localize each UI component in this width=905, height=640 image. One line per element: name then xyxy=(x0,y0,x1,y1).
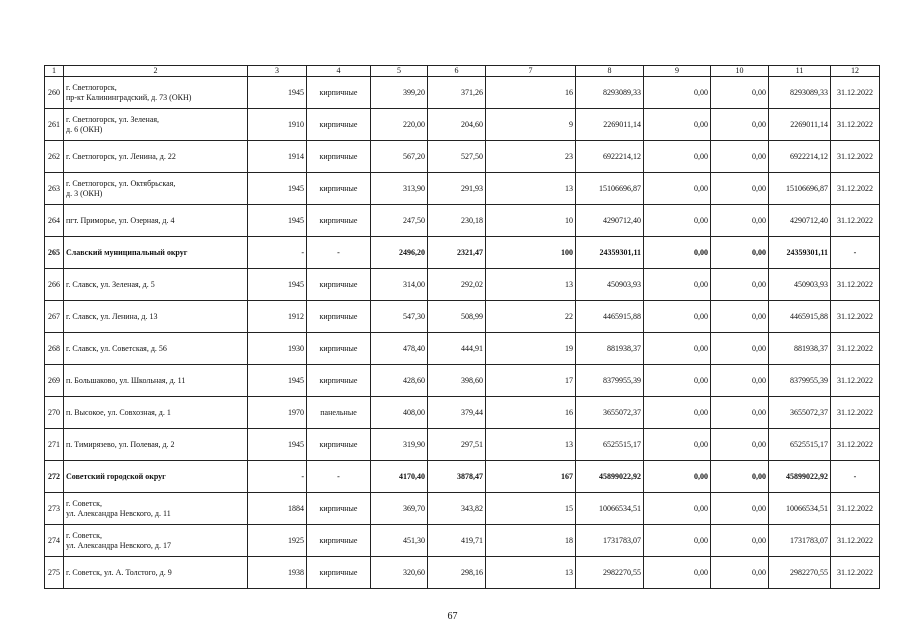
year-cell: 1884 xyxy=(248,493,307,525)
header-cell: 5 xyxy=(371,66,428,77)
year-cell: 1945 xyxy=(248,77,307,109)
year-cell: 1945 xyxy=(248,429,307,461)
wall-material-cell: кирпичные xyxy=(307,269,371,301)
area-living-cell: 527,50 xyxy=(428,141,486,173)
cost-total-cell: 4290712,40 xyxy=(576,205,644,237)
cost-fund-cell: 0,00 xyxy=(644,365,711,397)
area-total-cell: 314,00 xyxy=(371,269,428,301)
deadline-date-cell: 31.12.2022 xyxy=(831,141,880,173)
cost-owners-cell: 24359301,11 xyxy=(769,237,831,269)
area-living-cell: 204,60 xyxy=(428,109,486,141)
address-line: г. Советск, ул. А. Толстого, д. 9 xyxy=(66,567,172,577)
address-cell xyxy=(64,461,248,493)
cost-total-cell: 45899022,92 xyxy=(576,461,644,493)
area-living-cell: 398,60 xyxy=(428,365,486,397)
year-cell: 1945 xyxy=(248,365,307,397)
address-cell xyxy=(64,333,248,365)
residents-count-cell: 22 xyxy=(486,301,576,333)
address-line: ул. Александра Невского, д. 17 xyxy=(66,540,171,550)
address-cell xyxy=(64,525,248,557)
cost-budget-cell: 0,00 xyxy=(711,525,769,557)
deadline-date-cell: 31.12.2022 xyxy=(831,109,880,141)
year-cell: 1914 xyxy=(248,141,307,173)
area-living-cell: 508,99 xyxy=(428,301,486,333)
area-living-cell: 2321,47 xyxy=(428,237,486,269)
wall-material-cell: кирпичные xyxy=(307,557,371,589)
cost-total-cell: 3655072,37 xyxy=(576,397,644,429)
cost-total-cell: 1731783,07 xyxy=(576,525,644,557)
year-cell: - xyxy=(248,237,307,269)
address-line: ул. Александра Невского, д. 11 xyxy=(66,508,171,518)
area-living-cell: 298,16 xyxy=(428,557,486,589)
cost-budget-cell: 0,00 xyxy=(711,141,769,173)
header-cell: 7 xyxy=(486,66,576,77)
cost-budget-cell: 0,00 xyxy=(711,429,769,461)
address-line: п. Тимирязево, ул. Полевая, д. 2 xyxy=(66,439,175,449)
row-number-cell: 266 xyxy=(45,269,64,301)
area-total-cell: 399,20 xyxy=(371,77,428,109)
cost-owners-cell: 10066534,51 xyxy=(769,493,831,525)
area-living-cell: 371,26 xyxy=(428,77,486,109)
cost-total-cell: 881938,37 xyxy=(576,333,644,365)
cost-fund-cell: 0,00 xyxy=(644,557,711,589)
area-living-cell: 297,51 xyxy=(428,429,486,461)
residents-count-cell: 17 xyxy=(486,365,576,397)
district-subtotal-row xyxy=(45,461,880,493)
buildings-table xyxy=(44,65,880,589)
row-number-cell: 264 xyxy=(45,205,64,237)
cost-total-cell: 4465915,88 xyxy=(576,301,644,333)
cost-budget-cell: 0,00 xyxy=(711,557,769,589)
wall-material-cell: - xyxy=(307,461,371,493)
address-line: г. Светлогорск, ул. Ленина, д. 22 xyxy=(66,151,176,161)
cost-total-cell: 6922214,12 xyxy=(576,141,644,173)
wall-material-cell: кирпичные xyxy=(307,141,371,173)
cost-total-cell: 6525515,17 xyxy=(576,429,644,461)
row-number-cell: 260 xyxy=(45,77,64,109)
deadline-date-cell: 31.12.2022 xyxy=(831,205,880,237)
residents-count-cell: 16 xyxy=(486,397,576,429)
cost-total-cell: 8379955,39 xyxy=(576,365,644,397)
wall-material-cell: панельные xyxy=(307,397,371,429)
wall-material-cell: - xyxy=(307,237,371,269)
residents-count-cell: 23 xyxy=(486,141,576,173)
area-living-cell: 3878,47 xyxy=(428,461,486,493)
year-cell: 1912 xyxy=(248,301,307,333)
area-living-cell: 230,18 xyxy=(428,205,486,237)
deadline-date-cell: 31.12.2022 xyxy=(831,173,880,205)
area-living-cell: 379,44 xyxy=(428,397,486,429)
deadline-date-cell: - xyxy=(831,237,880,269)
cost-budget-cell: 0,00 xyxy=(711,301,769,333)
cost-owners-cell: 3655072,37 xyxy=(769,397,831,429)
table-row xyxy=(45,141,880,173)
address-cell xyxy=(64,237,248,269)
address-cell xyxy=(64,429,248,461)
address-line: г. Советск, xyxy=(66,530,103,540)
area-total-cell: 247,50 xyxy=(371,205,428,237)
address-cell xyxy=(64,173,248,205)
address-line: г. Светлогорск, ул. Октябрьская, xyxy=(66,178,176,188)
cost-owners-cell: 4465915,88 xyxy=(769,301,831,333)
cost-total-cell: 10066534,51 xyxy=(576,493,644,525)
deadline-date-cell: - xyxy=(831,461,880,493)
address-line: г. Светлогорск, xyxy=(66,82,117,92)
row-number-cell: 261 xyxy=(45,109,64,141)
cost-owners-cell: 45899022,92 xyxy=(769,461,831,493)
cost-fund-cell: 0,00 xyxy=(644,429,711,461)
cost-fund-cell: 0,00 xyxy=(644,141,711,173)
table-row xyxy=(45,301,880,333)
header-cell: 4 xyxy=(307,66,371,77)
cost-total-cell: 15106696,87 xyxy=(576,173,644,205)
row-number-cell: 267 xyxy=(45,301,64,333)
cost-budget-cell: 0,00 xyxy=(711,493,769,525)
area-living-cell: 291,93 xyxy=(428,173,486,205)
wall-material-cell: кирпичные xyxy=(307,365,371,397)
deadline-date-cell: 31.12.2022 xyxy=(831,77,880,109)
cost-total-cell: 450903,93 xyxy=(576,269,644,301)
area-total-cell: 408,00 xyxy=(371,397,428,429)
address-line: г. Славск, ул. Зеленая, д. 5 xyxy=(66,279,155,289)
address-line: п. Высокое, ул. Совхозная, д. 1 xyxy=(66,407,171,417)
table-row xyxy=(45,205,880,237)
year-cell: 1930 xyxy=(248,333,307,365)
deadline-date-cell: 31.12.2022 xyxy=(831,365,880,397)
area-total-cell: 478,40 xyxy=(371,333,428,365)
deadline-date-cell: 31.12.2022 xyxy=(831,333,880,365)
cost-owners-cell: 6525515,17 xyxy=(769,429,831,461)
district-subtotal-row xyxy=(45,237,880,269)
table-row xyxy=(45,173,880,205)
deadline-date-cell: 31.12.2022 xyxy=(831,301,880,333)
area-living-cell: 292,02 xyxy=(428,269,486,301)
area-total-cell: 428,60 xyxy=(371,365,428,397)
residents-count-cell: 19 xyxy=(486,333,576,365)
row-number-cell: 265 xyxy=(45,237,64,269)
cost-budget-cell: 0,00 xyxy=(711,77,769,109)
cost-fund-cell: 0,00 xyxy=(644,205,711,237)
address-cell xyxy=(64,301,248,333)
address-line: г. Славск, ул. Ленина, д. 13 xyxy=(66,311,158,321)
wall-material-cell: кирпичные xyxy=(307,333,371,365)
cost-owners-cell: 2269011,14 xyxy=(769,109,831,141)
table-row xyxy=(45,77,880,109)
row-number-cell: 272 xyxy=(45,461,64,493)
table-row xyxy=(45,429,880,461)
cost-owners-cell: 8293089,33 xyxy=(769,77,831,109)
wall-material-cell: кирпичные xyxy=(307,173,371,205)
cost-fund-cell: 0,00 xyxy=(644,109,711,141)
area-total-cell: 547,30 xyxy=(371,301,428,333)
cost-owners-cell: 881938,37 xyxy=(769,333,831,365)
address-cell xyxy=(64,557,248,589)
address-line: г. Советск, xyxy=(66,498,103,508)
cost-total-cell: 2982270,55 xyxy=(576,557,644,589)
address-cell xyxy=(64,493,248,525)
header-cell: 9 xyxy=(644,66,711,77)
area-total-cell: 320,60 xyxy=(371,557,428,589)
deadline-date-cell: 31.12.2022 xyxy=(831,429,880,461)
address-cell xyxy=(64,109,248,141)
cost-fund-cell: 0,00 xyxy=(644,333,711,365)
address-cell xyxy=(64,397,248,429)
address-line: г. Светлогорск, ул. Зеленая, xyxy=(66,114,160,124)
row-number-cell: 263 xyxy=(45,173,64,205)
cost-total-cell: 2269011,14 xyxy=(576,109,644,141)
area-total-cell: 369,70 xyxy=(371,493,428,525)
wall-material-cell: кирпичные xyxy=(307,77,371,109)
deadline-date-cell: 31.12.2022 xyxy=(831,525,880,557)
year-cell: 1910 xyxy=(248,109,307,141)
cost-fund-cell: 0,00 xyxy=(644,301,711,333)
deadline-date-cell: 31.12.2022 xyxy=(831,557,880,589)
cost-fund-cell: 0,00 xyxy=(644,269,711,301)
address-line: пгт. Приморье, ул. Озерная, д. 4 xyxy=(66,215,175,225)
year-cell: 1945 xyxy=(248,173,307,205)
deadline-date-cell: 31.12.2022 xyxy=(831,269,880,301)
cost-budget-cell: 0,00 xyxy=(711,109,769,141)
cost-fund-cell: 0,00 xyxy=(644,493,711,525)
table-row xyxy=(45,525,880,557)
cost-budget-cell: 0,00 xyxy=(711,205,769,237)
cost-fund-cell: 0,00 xyxy=(644,461,711,493)
table-row xyxy=(45,269,880,301)
cost-total-cell: 24359301,11 xyxy=(576,237,644,269)
cost-budget-cell: 0,00 xyxy=(711,461,769,493)
table-row xyxy=(45,333,880,365)
deadline-date-cell: 31.12.2022 xyxy=(831,493,880,525)
table-row xyxy=(45,557,880,589)
area-total-cell: 4170,40 xyxy=(371,461,428,493)
address-line: п. Большаково, ул. Школьная, д. 11 xyxy=(66,375,186,385)
cost-budget-cell: 0,00 xyxy=(711,269,769,301)
area-living-cell: 343,82 xyxy=(428,493,486,525)
cost-owners-cell: 2982270,55 xyxy=(769,557,831,589)
residents-count-cell: 13 xyxy=(486,269,576,301)
wall-material-cell: кирпичные xyxy=(307,493,371,525)
table-row xyxy=(45,365,880,397)
column-number-header xyxy=(45,66,880,77)
cost-budget-cell: 0,00 xyxy=(711,333,769,365)
header-cell: 1 xyxy=(45,66,64,77)
year-cell: 1970 xyxy=(248,397,307,429)
cost-owners-cell: 4290712,40 xyxy=(769,205,831,237)
row-number-cell: 275 xyxy=(45,557,64,589)
area-total-cell: 451,30 xyxy=(371,525,428,557)
area-total-cell: 313,90 xyxy=(371,173,428,205)
address-line: пр-кт Калининградский, д. 73 (ОКН) xyxy=(66,92,192,102)
residents-count-cell: 10 xyxy=(486,205,576,237)
wall-material-cell: кирпичные xyxy=(307,429,371,461)
address-line: д. 6 (ОКН) xyxy=(66,124,103,134)
residents-count-cell: 15 xyxy=(486,493,576,525)
cost-fund-cell: 0,00 xyxy=(644,173,711,205)
address-cell xyxy=(64,269,248,301)
header-cell: 2 xyxy=(64,66,248,77)
table-row xyxy=(45,397,880,429)
cost-owners-cell: 8379955,39 xyxy=(769,365,831,397)
residents-count-cell: 100 xyxy=(486,237,576,269)
address-cell xyxy=(64,77,248,109)
area-total-cell: 2496,20 xyxy=(371,237,428,269)
row-number-cell: 269 xyxy=(45,365,64,397)
row-number-cell: 271 xyxy=(45,429,64,461)
table-row xyxy=(45,109,880,141)
header-cell: 11 xyxy=(769,66,831,77)
cost-owners-cell: 15106696,87 xyxy=(769,173,831,205)
cost-fund-cell: 0,00 xyxy=(644,77,711,109)
cost-owners-cell: 1731783,07 xyxy=(769,525,831,557)
cost-owners-cell: 6922214,12 xyxy=(769,141,831,173)
row-number-cell: 268 xyxy=(45,333,64,365)
year-cell: - xyxy=(248,461,307,493)
row-number-cell: 274 xyxy=(45,525,64,557)
cost-total-cell: 8293089,33 xyxy=(576,77,644,109)
year-cell: 1945 xyxy=(248,269,307,301)
area-living-cell: 419,71 xyxy=(428,525,486,557)
year-cell: 1925 xyxy=(248,525,307,557)
header-cell: 8 xyxy=(576,66,644,77)
cost-fund-cell: 0,00 xyxy=(644,525,711,557)
page-number: 67 xyxy=(447,611,458,622)
year-cell: 1938 xyxy=(248,557,307,589)
row-number-cell: 270 xyxy=(45,397,64,429)
wall-material-cell: кирпичные xyxy=(307,525,371,557)
address-cell xyxy=(64,365,248,397)
residents-count-cell: 13 xyxy=(486,173,576,205)
area-total-cell: 567,20 xyxy=(371,141,428,173)
header-cell: 12 xyxy=(831,66,880,77)
residents-count-cell: 167 xyxy=(486,461,576,493)
table-row xyxy=(45,493,880,525)
cost-fund-cell: 0,00 xyxy=(644,397,711,429)
address-cell xyxy=(64,141,248,173)
cost-budget-cell: 0,00 xyxy=(711,173,769,205)
cost-budget-cell: 0,00 xyxy=(711,237,769,269)
area-living-cell: 444,91 xyxy=(428,333,486,365)
address-line: Славский муниципальный округ xyxy=(66,247,188,257)
deadline-date-cell: 31.12.2022 xyxy=(831,397,880,429)
row-number-cell: 262 xyxy=(45,141,64,173)
header-cell: 10 xyxy=(711,66,769,77)
wall-material-cell: кирпичные xyxy=(307,205,371,237)
cost-budget-cell: 0,00 xyxy=(711,397,769,429)
residents-count-cell: 13 xyxy=(486,429,576,461)
row-number-cell: 273 xyxy=(45,493,64,525)
year-cell: 1945 xyxy=(248,205,307,237)
address-line: г. Славск, ул. Советская, д. 56 xyxy=(66,343,167,353)
cost-owners-cell: 450903,93 xyxy=(769,269,831,301)
address-line: д. 3 (ОКН) xyxy=(66,188,103,198)
cost-fund-cell: 0,00 xyxy=(644,237,711,269)
residents-count-cell: 9 xyxy=(486,109,576,141)
residents-count-cell: 13 xyxy=(486,557,576,589)
residents-count-cell: 16 xyxy=(486,77,576,109)
header-cell: 3 xyxy=(248,66,307,77)
area-total-cell: 319,90 xyxy=(371,429,428,461)
cost-budget-cell: 0,00 xyxy=(711,365,769,397)
header-cell: 6 xyxy=(428,66,486,77)
area-total-cell: 220,00 xyxy=(371,109,428,141)
wall-material-cell: кирпичные xyxy=(307,301,371,333)
residents-count-cell: 18 xyxy=(486,525,576,557)
wall-material-cell: кирпичные xyxy=(307,109,371,141)
address-line: Советский городской округ xyxy=(66,471,166,481)
address-cell xyxy=(64,205,248,237)
